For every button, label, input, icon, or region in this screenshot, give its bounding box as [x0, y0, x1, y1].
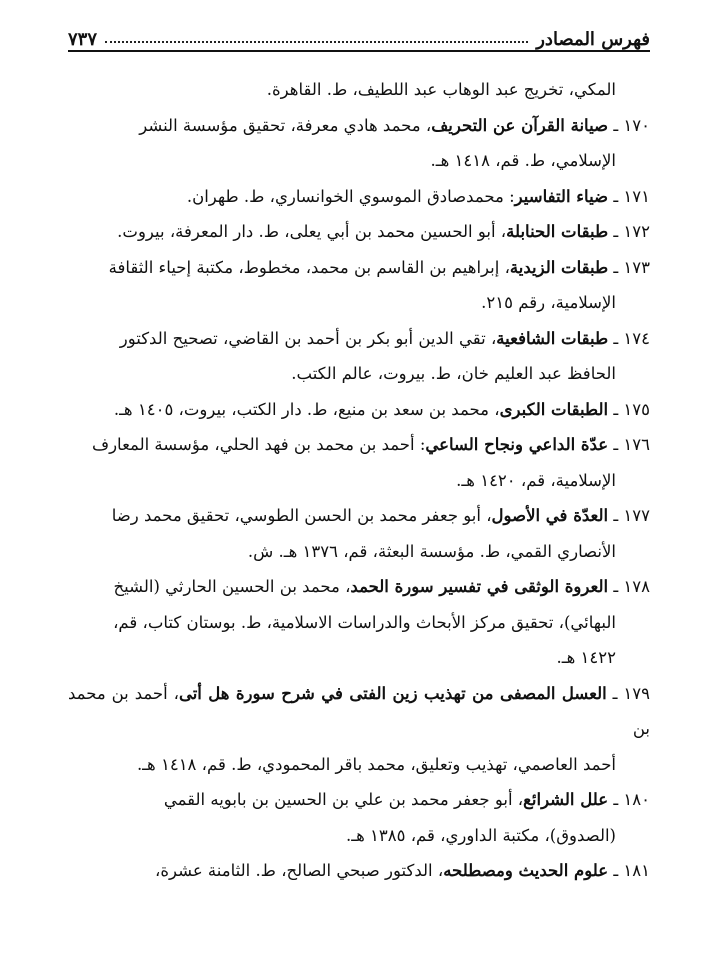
- entry-details: ، أبو جعفر محمد بن علي بن الحسين بن بابويه القمي: [163, 790, 524, 809]
- entry-continuation-line: الحافظ عبد العليم خان، ط. بيروت، عالم الكتب.: [291, 364, 616, 383]
- entry-continuation-line: الإسلامي، ط. قم، ١٤١٨ هـ.: [430, 151, 616, 170]
- entry-details: ، الدكتور صبحي الصالح، ط. الثامنة عشرة،: [155, 861, 444, 880]
- entry-first-line: [68, 179, 650, 215]
- reference-entry: [68, 498, 650, 569]
- reference-entry: [68, 250, 650, 321]
- entry-continuation-line: الإسلامية، رقم ٢١٥.: [481, 293, 616, 312]
- entry-details: ، محمد هادي معرفة، تحقيق مؤسسة النشر: [139, 115, 432, 135]
- page-number: ٧٣٧: [68, 29, 98, 50]
- entry-dash: ـ: [608, 435, 624, 454]
- entry-first-line: [68, 108, 650, 144]
- entry-dash: ـ: [608, 790, 624, 809]
- reference-entry: [68, 214, 650, 250]
- entry-number: ١٧٨: [623, 577, 650, 596]
- entry-details: ، أبو جعفر محمد بن الحسن الطوسي، تحقيق محمد رضا: [111, 506, 492, 525]
- entry-first-line: [68, 321, 650, 357]
- reference-entry: [68, 108, 650, 179]
- entry-title: طبقات الزيدية: [509, 257, 609, 277]
- header-title: فهرس المصادر: [536, 29, 650, 50]
- entry-dash: ـ: [608, 186, 624, 206]
- entry-details: ، أبو الحسين محمد بن أبي يعلى، ط. دار المعرفة، بيروت.: [117, 222, 507, 241]
- entry-details: : محمدصادق الموسوي الخوانساري، ط. طهران.: [186, 186, 515, 206]
- entry-title: الطبقات الكبرى: [499, 399, 609, 419]
- entry-dash: ـ: [608, 257, 624, 277]
- entry-number: ١٧١: [623, 186, 650, 206]
- entry-dash: ـ: [608, 222, 624, 241]
- entry-number: ١٧٢: [623, 222, 650, 241]
- entry-number: ١٧٠: [623, 115, 650, 135]
- entry-first-line: [68, 498, 650, 534]
- entry-first-line: [68, 214, 650, 250]
- entry-details: ، إبراهيم بن القاسم بن محمد، مخطوط، مكتبة إحياء الثقافة: [108, 257, 510, 277]
- entry-dash: ـ: [606, 683, 624, 703]
- entry-dash: ـ: [608, 328, 624, 348]
- entry-dash: ـ: [608, 577, 624, 596]
- entry-title: طبقات الشافعية: [496, 328, 609, 348]
- entry-continuation-line: (الصدوق)، مكتبة الداوري، قم، ١٣٨٥ هـ.: [346, 825, 616, 845]
- entry-title: العسل المصفى من تهذيب زين الفتى في شرح سورة هل أتى: [178, 683, 607, 703]
- reference-entry: [68, 853, 650, 889]
- entry-details: ، تقي الدين أبو بكر بن أحمد بن القاضي، تصحيح الدكتور: [119, 328, 497, 348]
- entry-title: العدّة في الأصول: [491, 506, 609, 525]
- entry-details: ، محمد بن الحسين الحارثي (الشيخ: [113, 577, 351, 596]
- entry-number: ١٧٦: [623, 435, 650, 454]
- reference-entry: [68, 569, 650, 676]
- reference-entry: [68, 321, 650, 392]
- entry-dash: ـ: [608, 506, 624, 525]
- entry-continuation-line: الإسلامية، قم، ١٤٢٠ هـ.: [456, 470, 616, 490]
- entry-first-line: [68, 250, 650, 286]
- entry-number: ١٧٧: [623, 506, 650, 525]
- entry-dash: ـ: [608, 861, 624, 880]
- entry-continuation-line: أحمد العاصمي، تهذيب وتعليق، محمد باقر المحمودي، ط. قم، ١٤١٨ هـ.: [136, 754, 616, 774]
- reference-entry: [68, 427, 650, 498]
- entry-title: ضياء التفاسير: [514, 186, 609, 206]
- entry-first-line: [68, 427, 650, 463]
- entry-details: ، أحمد بن محمد بن: [68, 683, 650, 738]
- reference-entry: [68, 676, 650, 783]
- reference-entry: [68, 179, 650, 215]
- entry-first-line: [68, 853, 650, 889]
- entry-title: العروة الوثقى في تفسير سورة الحمد: [350, 577, 609, 596]
- reference-entry: [68, 392, 650, 428]
- entry-first-line: [68, 782, 650, 818]
- entry-first-line: [68, 569, 650, 605]
- entry-number: ١٧٣: [623, 257, 650, 277]
- entry-title: علل الشرائع: [523, 790, 609, 809]
- entry-number: ١٧٥: [623, 399, 650, 419]
- entry-title: صيانة القرآن عن التحريف: [431, 115, 609, 135]
- header-dotted-leader: [105, 41, 528, 43]
- entry-details: ، محمد بن سعد بن منيع، ط. دار الكتب، بيروت، ١٤٠٥ هـ.: [113, 399, 500, 419]
- references-list: [68, 72, 650, 889]
- entry-title: عدّة الداعي ونجاح الساعي: [425, 435, 609, 454]
- entry-number: ١٧٩: [623, 683, 650, 703]
- entry-title: علوم الحديث ومصطلحه: [443, 861, 609, 880]
- entry-continuation-line: الأنصاري القمي، ط. مؤسسة البعثة، قم، ١٣٧٦ هـ. ش.: [247, 541, 616, 561]
- entry-first-line: [68, 676, 650, 747]
- reference-entry: [68, 782, 650, 853]
- entry-dash: ـ: [608, 399, 624, 419]
- entry-details: : أحمد بن محمد بن فهد الحلي، مؤسسة المعارف: [91, 435, 426, 454]
- entry-continuation-line: ١٤٢٢ هـ.: [556, 648, 616, 667]
- continuation-text: المكي، تخريج عبد الوهاب عبد اللطيف، ط. القاهرة.: [266, 80, 616, 99]
- continuation-line: [68, 72, 650, 108]
- entry-number: ١٨٠: [623, 790, 650, 809]
- entry-number: ١٨١: [623, 861, 650, 880]
- running-header: [68, 22, 650, 52]
- entry-dash: ـ: [608, 115, 624, 135]
- entry-number: ١٧٤: [623, 328, 650, 348]
- entry-title: طبقات الحنابلة: [506, 222, 609, 241]
- entry-continuation-line: البهائي)، تحقيق مركز الأبحاث والدراسات الاسلامية، ط. بوستان كتاب، قم،: [113, 612, 616, 632]
- entry-first-line: [68, 392, 650, 428]
